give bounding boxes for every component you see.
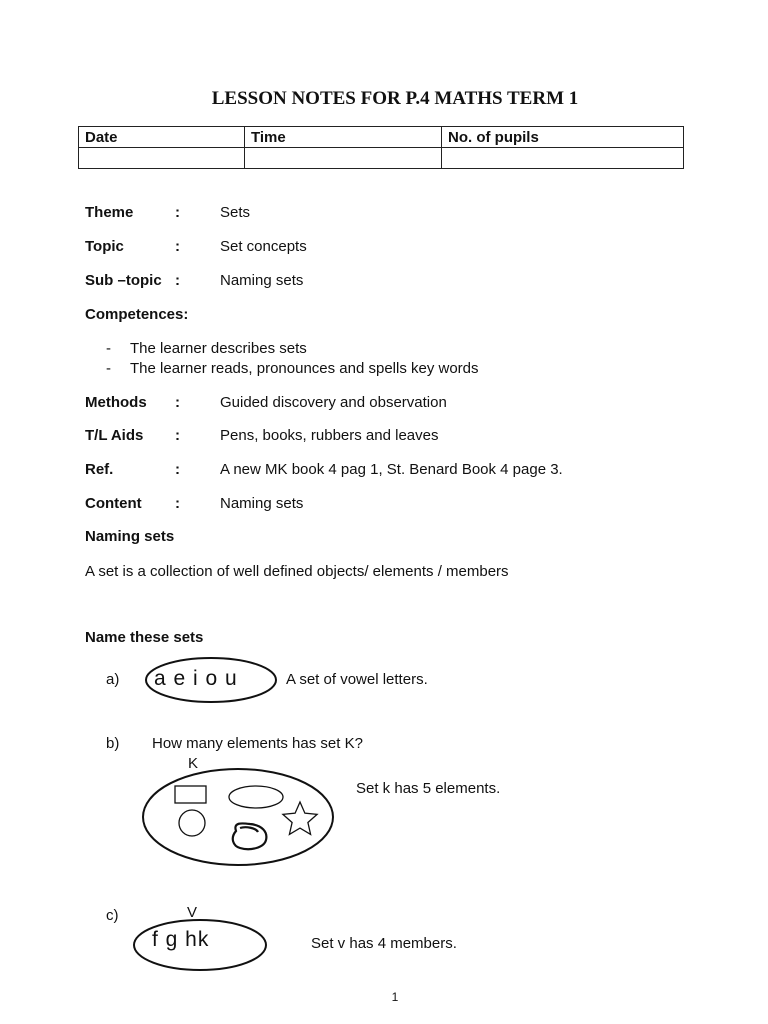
name-these-sets-heading: Name these sets	[85, 629, 204, 646]
set-k-ellipse	[143, 769, 333, 865]
methods-value: Guided discovery and observation	[220, 394, 447, 411]
set-k-name: K	[188, 755, 199, 772]
item-b-marker: b)	[106, 735, 120, 752]
circle-shape-icon	[179, 810, 205, 836]
topic-label: Topic	[85, 238, 124, 255]
content-label: Content	[85, 495, 142, 512]
naming-sets-heading: Naming sets	[85, 528, 175, 545]
ref-colon: :	[175, 461, 180, 478]
set-v-answer: Set v has 4 members.	[311, 935, 457, 952]
topic-colon: :	[175, 238, 180, 255]
competence-item: The learner reads, pronounces and spells key words	[130, 360, 479, 377]
set-a-answer: A set of vowel letters.	[286, 671, 428, 688]
subtopic-value: Naming sets	[220, 272, 304, 289]
item-c-marker: c)	[106, 907, 119, 924]
topic-value: Set concepts	[220, 238, 307, 255]
tl-aids-colon: :	[175, 427, 180, 444]
theme-value: Sets	[220, 204, 251, 221]
subtopic-colon: :	[175, 272, 180, 289]
page-title: LESSON NOTES FOR P.4 MATHS TERM 1	[211, 88, 579, 109]
rectangle-shape-icon	[175, 786, 206, 803]
set-definition: A set is a collection of well defined objects/ elements / members	[85, 563, 509, 580]
set-v-name: V	[187, 904, 198, 921]
ref-value: A new MK book 4 pag 1, St. Benard Book 4 page 3.	[220, 461, 563, 478]
page-number: 1	[391, 990, 399, 1004]
star-shape-icon	[283, 802, 317, 834]
oval-shape-icon	[229, 786, 283, 808]
theme-label: Theme	[85, 204, 134, 221]
methods-colon: :	[175, 394, 180, 411]
competence-item: The learner describes sets	[130, 340, 307, 357]
time-header: Time	[245, 127, 442, 148]
competences-heading: Competences:	[85, 306, 189, 323]
set-k-answer: Set k has 5 elements.	[356, 780, 501, 797]
set-v-elements: f g hk	[152, 928, 210, 951]
item-a-marker: a)	[106, 671, 120, 688]
set-a-elements: a e i o u	[154, 667, 238, 690]
ref-label: Ref.	[85, 461, 114, 478]
set-k-question: How many elements has set K?	[152, 735, 363, 752]
competence-dash: -	[106, 340, 111, 357]
tl-aids-value: Pens, books, rubbers and leaves	[220, 427, 439, 444]
tl-aids-label: T/L Aids	[85, 427, 144, 444]
competence-dash: -	[106, 360, 111, 377]
subtopic-label: Sub –topic	[85, 272, 162, 289]
content-value: Naming sets	[220, 495, 304, 512]
date-header: Date	[79, 127, 245, 148]
pupils-header: No. of pupils	[442, 127, 684, 148]
methods-label: Methods	[85, 394, 147, 411]
theme-colon: :	[175, 204, 180, 221]
scribble-shape-icon	[233, 823, 267, 849]
content-colon: :	[175, 495, 180, 512]
